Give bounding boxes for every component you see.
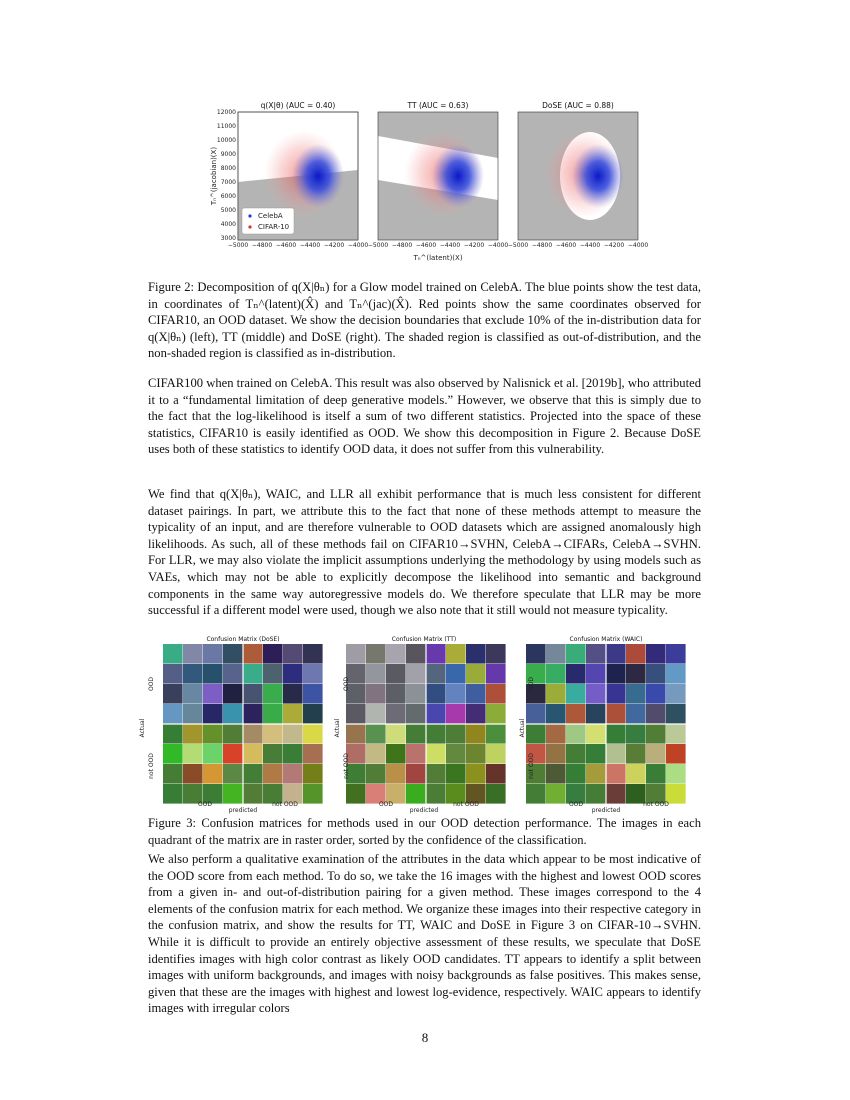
image-tile bbox=[386, 644, 406, 664]
svg-text:−4400: −4400 bbox=[439, 242, 461, 249]
image-tile bbox=[303, 664, 323, 684]
matrix-tt-title: Confusion Matrix (TT) bbox=[391, 636, 457, 643]
legend-cifar: CIFAR-10 bbox=[258, 223, 290, 231]
figure-3-caption: Figure 3: Confusion matrices for methods used in our OOD detection performance. The images in each quadrant of the matrix are in raster order, sorted by the confidence of the classification. bbox=[148, 816, 701, 847]
svg-text:not OOD: not OOD bbox=[343, 753, 350, 779]
matrix-dose-title: Confusion Matrix (DoSE) bbox=[206, 636, 280, 643]
image-tile bbox=[263, 764, 283, 784]
image-tile bbox=[646, 744, 666, 764]
image-tile bbox=[303, 744, 323, 764]
image-tile bbox=[666, 644, 686, 664]
image-tile bbox=[163, 684, 183, 704]
x-axis-ticks-1 bbox=[228, 242, 368, 249]
image-tile bbox=[183, 724, 203, 744]
svg-text:−5000: −5000 bbox=[227, 242, 249, 249]
image-tile bbox=[466, 684, 486, 704]
image-tile bbox=[426, 784, 446, 804]
image-tile bbox=[223, 644, 243, 664]
svg-text:OOD: OOD bbox=[343, 676, 350, 692]
image-tile bbox=[263, 684, 283, 704]
image-tile bbox=[183, 684, 203, 704]
svg-text:−4000: −4000 bbox=[347, 242, 369, 249]
image-tile bbox=[446, 644, 466, 664]
image-tile bbox=[243, 784, 263, 804]
svg-text:9000: 9000 bbox=[220, 151, 236, 158]
image-tile bbox=[426, 764, 446, 784]
image-tile bbox=[486, 684, 506, 704]
image-tile bbox=[366, 744, 386, 764]
image-tile bbox=[626, 744, 646, 764]
svg-text:OOD: OOD bbox=[148, 676, 155, 692]
svg-text:Actual: Actual bbox=[519, 718, 526, 738]
image-tile bbox=[466, 744, 486, 764]
image-tile bbox=[263, 704, 283, 724]
image-tile bbox=[606, 684, 626, 704]
image-tile bbox=[546, 704, 566, 724]
image-tile bbox=[606, 784, 626, 804]
image-tile bbox=[626, 644, 646, 664]
image-tile bbox=[283, 744, 303, 764]
image-tile bbox=[486, 764, 506, 784]
figure-2 bbox=[200, 96, 650, 274]
image-tile bbox=[183, 764, 203, 784]
svg-text:−4000: −4000 bbox=[487, 242, 509, 249]
image-tile bbox=[203, 764, 223, 784]
svg-text:8000: 8000 bbox=[220, 165, 236, 172]
image-tile bbox=[386, 744, 406, 764]
svg-text:−4400: −4400 bbox=[579, 242, 601, 249]
image-tile bbox=[386, 664, 406, 684]
svg-text:predicted: predicted bbox=[591, 807, 621, 814]
image-tile bbox=[223, 664, 243, 684]
image-tile bbox=[646, 644, 666, 664]
image-tile bbox=[586, 644, 606, 664]
image-tile bbox=[183, 704, 203, 724]
image-tile bbox=[626, 664, 646, 684]
image-tile bbox=[303, 784, 323, 804]
image-tile bbox=[666, 724, 686, 744]
image-tile bbox=[283, 684, 303, 704]
svg-text:OOD: OOD bbox=[528, 676, 535, 692]
panel-tt bbox=[368, 101, 508, 262]
image-tile bbox=[586, 784, 606, 804]
legend-celeba: CelebA bbox=[258, 212, 283, 220]
image-tile bbox=[566, 684, 586, 704]
panel-dose bbox=[508, 101, 648, 249]
image-tile bbox=[646, 724, 666, 744]
image-tile bbox=[526, 644, 546, 664]
image-tile bbox=[486, 664, 506, 684]
x-axis-ticks-3 bbox=[508, 242, 648, 249]
matrix-waic-grid bbox=[526, 644, 686, 804]
image-tile bbox=[203, 744, 223, 764]
svg-text:6000: 6000 bbox=[220, 193, 236, 200]
image-tile bbox=[263, 724, 283, 744]
svg-text:not OOD: not OOD bbox=[272, 801, 298, 808]
image-tile bbox=[366, 704, 386, 724]
image-tile bbox=[526, 724, 546, 744]
image-tile bbox=[426, 684, 446, 704]
image-tile bbox=[466, 704, 486, 724]
image-tile bbox=[666, 704, 686, 724]
svg-text:−5000: −5000 bbox=[367, 242, 389, 249]
paragraph-1: CIFAR100 when trained on CelebA. This result was also observed by Nalisnick et al. [2019b], who attributed it to a “fundamental limitation of deep generative models.” However, we observe that this is simply due to the fact that the log-likelihood is itself a sum of two different statistics. Projected into the space of these statistics, CIFAR10 is easily identified as OOD. We show this decomposition in Figure 2. Because DoSE uses both of these statistics to identify OOD data, it does not suffer from this vulnerability. bbox=[148, 376, 701, 457]
svg-text:not OOD: not OOD bbox=[528, 753, 535, 779]
image-tile bbox=[386, 684, 406, 704]
image-tile bbox=[203, 684, 223, 704]
image-tile bbox=[586, 704, 606, 724]
image-tile bbox=[526, 704, 546, 724]
image-tile bbox=[466, 764, 486, 784]
image-tile bbox=[243, 764, 263, 784]
panel-likelihood bbox=[210, 101, 368, 249]
image-tile bbox=[203, 724, 223, 744]
image-tile bbox=[163, 724, 183, 744]
image-tile bbox=[646, 764, 666, 784]
image-tile bbox=[426, 704, 446, 724]
svg-text:11000: 11000 bbox=[216, 123, 236, 130]
image-tile bbox=[566, 724, 586, 744]
image-tile bbox=[183, 744, 203, 764]
svg-text:not OOD: not OOD bbox=[643, 801, 669, 808]
image-tile bbox=[263, 744, 283, 764]
image-tile bbox=[283, 724, 303, 744]
image-tile bbox=[426, 744, 446, 764]
svg-text:OOD: OOD bbox=[197, 801, 213, 808]
panel-tt-title: TT (AUC = 0.63) bbox=[407, 101, 469, 110]
x-axis-label: Tₙ^(latent)(X) bbox=[413, 254, 463, 262]
image-tile bbox=[223, 744, 243, 764]
image-tile bbox=[446, 744, 466, 764]
image-tile bbox=[666, 664, 686, 684]
image-tile bbox=[283, 664, 303, 684]
image-tile bbox=[183, 664, 203, 684]
image-tile bbox=[486, 724, 506, 744]
image-tile bbox=[426, 644, 446, 664]
svg-text:7000: 7000 bbox=[220, 179, 236, 186]
image-tile bbox=[606, 764, 626, 784]
image-tile bbox=[446, 664, 466, 684]
image-tile bbox=[546, 744, 566, 764]
image-tile bbox=[586, 664, 606, 684]
image-tile bbox=[243, 644, 263, 664]
y-axis-ticks bbox=[217, 109, 236, 242]
panel-dose-title: DoSE (AUC = 0.88) bbox=[542, 101, 614, 110]
image-tile bbox=[666, 784, 686, 804]
page-number: 8 bbox=[421, 1030, 429, 1045]
image-tile bbox=[666, 684, 686, 704]
image-tile bbox=[163, 764, 183, 784]
image-tile bbox=[163, 704, 183, 724]
image-tile bbox=[546, 664, 566, 684]
svg-text:predicted: predicted bbox=[228, 807, 258, 814]
svg-text:−4800: −4800 bbox=[251, 242, 273, 249]
image-tile bbox=[586, 724, 606, 744]
svg-text:−4800: −4800 bbox=[391, 242, 413, 249]
svg-text:Actual: Actual bbox=[139, 718, 146, 738]
image-tile bbox=[426, 724, 446, 744]
image-tile bbox=[223, 764, 243, 784]
image-tile bbox=[626, 764, 646, 784]
matrix-waic-title: Confusion Matrix (WAIC) bbox=[569, 636, 643, 643]
image-tile bbox=[406, 784, 426, 804]
image-tile bbox=[303, 684, 323, 704]
svg-text:−4200: −4200 bbox=[323, 242, 345, 249]
image-tile bbox=[346, 724, 366, 744]
image-tile bbox=[606, 704, 626, 724]
image-tile bbox=[566, 704, 586, 724]
image-tile bbox=[223, 684, 243, 704]
image-tile bbox=[243, 724, 263, 744]
image-tile bbox=[386, 704, 406, 724]
image-tile bbox=[366, 664, 386, 684]
image-tile bbox=[486, 784, 506, 804]
image-tile bbox=[626, 684, 646, 704]
image-tile bbox=[263, 664, 283, 684]
svg-text:4000: 4000 bbox=[220, 221, 236, 228]
image-tile bbox=[606, 664, 626, 684]
image-tile bbox=[466, 664, 486, 684]
image-tile bbox=[386, 724, 406, 744]
image-tile bbox=[366, 764, 386, 784]
svg-text:−4600: −4600 bbox=[415, 242, 437, 249]
image-tile bbox=[243, 704, 263, 724]
x-axis-ticks-2 bbox=[368, 242, 508, 249]
svg-text:−4800: −4800 bbox=[531, 242, 553, 249]
image-tile bbox=[646, 664, 666, 684]
image-tile bbox=[366, 644, 386, 664]
svg-text:−4200: −4200 bbox=[463, 242, 485, 249]
image-tile bbox=[446, 764, 466, 784]
image-tile bbox=[223, 704, 243, 724]
image-tile bbox=[546, 684, 566, 704]
image-tile bbox=[446, 684, 466, 704]
legend bbox=[242, 208, 294, 234]
confusion-matrices bbox=[139, 634, 705, 814]
image-tile bbox=[526, 784, 546, 804]
image-tile bbox=[406, 724, 426, 744]
image-tile bbox=[486, 704, 506, 724]
image-tile bbox=[606, 744, 626, 764]
image-tile bbox=[223, 724, 243, 744]
image-tile bbox=[666, 764, 686, 784]
image-tile bbox=[546, 644, 566, 664]
figure-2-caption: Figure 2: Decomposition of q(X|θₙ) for a Glow model trained on CelebA. The blue points show the test data, in coordinates of Tₙ^(latent)(X̂) and Tₙ^(jac)(X̂). Red points show the same coordinates observed for CIFAR10, an OOD dataset. We show the decision boundaries that exclude 10% of the in-distribution data for q(X|θₙ) (left), TT (middle) and DoSE (right). The shaded region is classified as out-of-distribution, and the non-shaded region is classified as in-distribution. bbox=[148, 280, 701, 361]
image-tile bbox=[446, 704, 466, 724]
image-tile bbox=[223, 784, 243, 804]
image-tile bbox=[586, 684, 606, 704]
paragraph-3: We also perform a qualitative examination of the attributes in the data which appear to be most indicative of the OOD score from each method. To do so, we take the 16 images with the highest and lowest OOD scores from a given in- and out-of-distribution pairing for a given method. These images correspond to the 4 elements of the confusion matrix for each method. We organize these images into their respective category in the confusion matrix, and show the results for TT, WAIC and DoSE in Figure 3 on CIFAR-10→SVHN. While it is difficult to provide an entirely objective assessment of these results, we speculate that DoSE identifies images with high color contrast as likely OOD candidates. TT appears to identify a split between images with uniform backgrounds, and images with noisy backgrounds as false positives. This makes sense, given that these are the images with highest and lowest log-evidence, respectively. WAIC appears to identify images with irregular colors bbox=[148, 852, 701, 1016]
y-axis-label: Tₙ^(jacobian)(X) bbox=[210, 146, 218, 206]
image-tile bbox=[486, 744, 506, 764]
image-tile bbox=[646, 684, 666, 704]
image-tile bbox=[586, 764, 606, 784]
matrix-tt-grid bbox=[346, 644, 506, 804]
image-tile bbox=[586, 744, 606, 764]
image-tile bbox=[283, 644, 303, 664]
image-tile bbox=[263, 644, 283, 664]
svg-text:OOD: OOD bbox=[378, 801, 394, 808]
matrix-dose-grid bbox=[163, 644, 323, 804]
svg-text:−4600: −4600 bbox=[275, 242, 297, 249]
image-tile bbox=[183, 644, 203, 664]
figure-3 bbox=[139, 634, 705, 814]
image-tile bbox=[303, 704, 323, 724]
image-tile bbox=[203, 664, 223, 684]
svg-text:predicted: predicted bbox=[409, 807, 439, 814]
image-tile bbox=[426, 664, 446, 684]
image-tile bbox=[606, 644, 626, 664]
image-tile bbox=[406, 704, 426, 724]
image-tile bbox=[406, 644, 426, 664]
image-tile bbox=[303, 644, 323, 664]
image-tile bbox=[386, 764, 406, 784]
image-tile bbox=[566, 744, 586, 764]
image-tile bbox=[163, 664, 183, 684]
image-tile bbox=[283, 704, 303, 724]
image-tile bbox=[366, 724, 386, 744]
image-tile bbox=[466, 724, 486, 744]
image-tile bbox=[546, 764, 566, 784]
image-tile bbox=[486, 644, 506, 664]
image-tile bbox=[346, 704, 366, 724]
panel-likelihood-title: q(X|θ) (AUC = 0.40) bbox=[260, 101, 336, 110]
image-tile bbox=[406, 744, 426, 764]
image-tile bbox=[566, 764, 586, 784]
image-tile bbox=[406, 664, 426, 684]
image-tile bbox=[546, 724, 566, 744]
image-tile bbox=[163, 784, 183, 804]
image-tile bbox=[243, 684, 263, 704]
svg-text:12000: 12000 bbox=[216, 109, 236, 116]
image-tile bbox=[203, 644, 223, 664]
image-tile bbox=[346, 644, 366, 664]
image-tile bbox=[283, 764, 303, 784]
image-tile bbox=[243, 744, 263, 764]
svg-text:OOD: OOD bbox=[568, 801, 584, 808]
paragraph-2: We find that q(X|θₙ), WAIC, and LLR all exhibit performance that is much less consistent for different dataset pairings. In part, we attribute this to the fact that none of these methods attempt to measure the typicality of an input, and are therefore vulnerable to OOD datasets which are assigned anomalously high likelihoods. As such, all of these methods fail on CIFAR10→SVHN, CelebA→CIFARs, CelebA→SVHN. For LLR, we may also violate the implicit assumptions underlying the methodology by using models such as VAEs, which may not be able to explicitly decompose the likelihood into semantic and background components in the same way autoregressive models do. We therefore speculate that LLR may be more successful if a different model were used, though we also note that it still would not measure typicality. bbox=[148, 487, 701, 618]
svg-text:5000: 5000 bbox=[220, 207, 236, 214]
svg-text:10000: 10000 bbox=[216, 137, 236, 144]
image-tile bbox=[366, 684, 386, 704]
image-tile bbox=[303, 724, 323, 744]
image-tile bbox=[446, 724, 466, 744]
image-tile bbox=[626, 724, 646, 744]
svg-text:−4600: −4600 bbox=[555, 242, 577, 249]
image-tile bbox=[163, 744, 183, 764]
image-tile bbox=[203, 704, 223, 724]
celeba-cloud bbox=[292, 144, 344, 208]
image-tile bbox=[646, 704, 666, 724]
image-tile bbox=[346, 784, 366, 804]
svg-text:Actual: Actual bbox=[334, 718, 341, 738]
svg-text:−4200: −4200 bbox=[603, 242, 625, 249]
image-tile bbox=[606, 724, 626, 744]
svg-text:−4400: −4400 bbox=[299, 242, 321, 249]
image-tile bbox=[566, 664, 586, 684]
image-tile bbox=[566, 644, 586, 664]
image-tile bbox=[303, 764, 323, 784]
image-tile bbox=[666, 744, 686, 764]
image-tile bbox=[546, 784, 566, 804]
image-tile bbox=[243, 664, 263, 684]
svg-text:3000: 3000 bbox=[220, 235, 236, 242]
image-tile bbox=[406, 764, 426, 784]
image-tile bbox=[163, 644, 183, 664]
svg-text:not OOD: not OOD bbox=[148, 753, 155, 779]
svg-text:not OOD: not OOD bbox=[453, 801, 479, 808]
image-tile bbox=[406, 684, 426, 704]
image-tile bbox=[626, 704, 646, 724]
svg-text:−4000: −4000 bbox=[627, 242, 649, 249]
svg-text:−5000: −5000 bbox=[507, 242, 529, 249]
image-tile bbox=[466, 644, 486, 664]
